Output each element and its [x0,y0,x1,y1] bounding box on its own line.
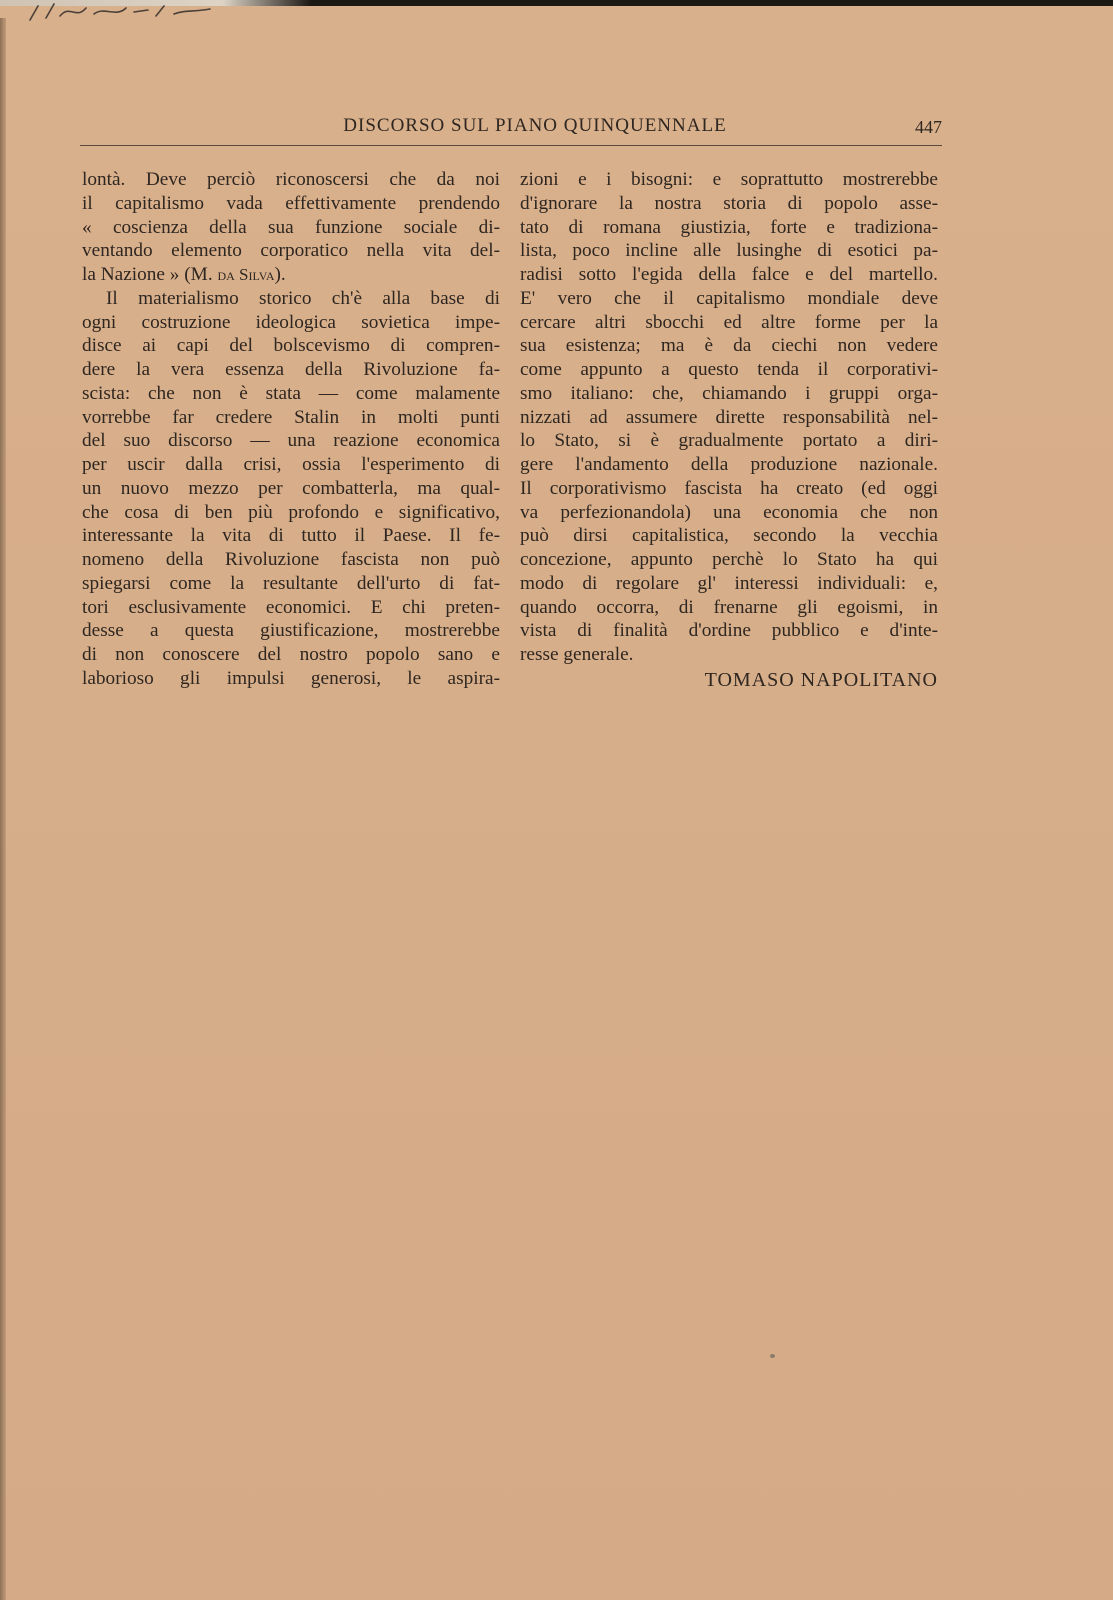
line-text: tato di romana giustizia, forte e tradiziona- [520,216,938,238]
binding-edge [0,18,6,1600]
left-text-line [82,192,500,216]
left-text-line [82,216,500,240]
line-text: d'ignorare la nostra storia di popolo asse- [520,192,938,214]
author-name-smallcaps: da Silva [217,265,275,284]
running-title: DISCORSO SUL PIANO QUINQUENNALE [343,115,727,136]
right-text-line [520,524,938,548]
right-text-line [520,477,938,501]
right-text-line [520,263,938,287]
line-text: spiegarsi come la resultante dell'urto di fat- [82,572,500,594]
left-text-line [82,168,500,192]
line-text: desse a questa giustificazione, mostrerebbe [82,620,500,642]
left-text-column [82,168,500,691]
right-text-line [520,406,938,430]
page-number: 447 [915,117,942,137]
right-text-column [520,168,938,693]
line-text: come appunto a questo tenda il corporativi- [520,359,938,380]
line-text: disce ai capi del bolscevismo di compren- [82,335,500,357]
line-text: ogni costruzione ideologica sovietica impe- [82,311,500,333]
line-text: scista: che non è stata — come malamente [82,382,500,404]
line-text: sua esistenza; ma è da ciechi non vedere [520,335,938,357]
right-text-line [520,619,938,643]
left-text-line [82,596,500,620]
line-text: « coscienza della sua funzione sociale di- [82,216,500,238]
right-text-line [520,596,938,620]
line-text: nizzati ad assumere dirette responsabilità nel- [520,406,938,428]
left-text-line [82,311,500,335]
right-text-line [520,572,938,596]
right-text-line [520,453,938,477]
line-text: il capitalismo vada effettivamente prendendo [82,192,500,214]
right-text-line [520,429,938,453]
line-text: modo di regolare gl' interessi individuali: e, [520,572,938,594]
right-text-line [520,192,938,216]
line-text: dere la vera essenza della Rivoluzione fa- [82,359,500,380]
line-text: zioni e i bisogni: e soprattutto mostrerebbe [520,169,938,190]
right-text-line [520,548,938,572]
pencil-scribble [24,0,214,22]
left-text-line [82,501,500,525]
left-text-line [82,358,500,382]
line-text: smo italiano: che, chiamando i gruppi orga- [520,382,938,404]
line-text: che cosa di ben più profondo e significativo, [82,501,500,523]
line-text: Il materialismo storico ch'è alla base di [106,287,500,309]
right-text-line [520,501,938,525]
left-text-line [82,548,500,572]
left-text-line [82,429,500,453]
right-text-line [520,334,938,358]
left-text-line [82,619,500,643]
paper-speck [770,1354,775,1358]
line-text: un nuovo mezzo per combatterla, ma qual- [82,477,500,499]
left-text-line [82,406,500,430]
line-text: E' vero che il capitalismo mondiale deve [520,287,938,309]
left-text-line [82,643,500,667]
line-text: lista, poco incline alle lusinghe di esotici pa- [520,240,938,262]
line-text: resse generale. [520,644,634,665]
line-text: concezione, appunto perchè lo Stato ha qui [520,549,938,570]
right-text-line [520,239,938,263]
line-text: va perfezionandola) una economia che non [520,501,938,523]
line-text: laborioso gli impulsi generosi, le aspira- [82,667,500,689]
left-text-line [82,667,500,691]
right-text-line [520,382,938,406]
left-text-line [82,263,500,287]
line-text: tori esclusivamente economici. E chi preten- [82,596,500,618]
left-text-line [82,287,500,311]
line-text: ventando elemento corporatico nella vita del- [82,240,500,262]
line-text: gere l'andamento della produzione nazionale. [520,454,938,475]
line-text-tail: ). [274,264,286,285]
line-text: cercare altri sbocchi ed altre forme per la [520,311,938,333]
left-text-line [82,239,500,263]
left-text-line [82,477,500,501]
line-text: nomeno della Rivoluzione fascista non può [82,549,500,570]
line-text: per uscir dalla crisi, ossia l'esperimento di [82,454,500,475]
author-signature: TOMASO NAPOLITANO [704,668,938,691]
line-text: interessante la vita di tutto il Paese. Il fe- [82,525,500,547]
line-text: può dirsi capitalistica, secondo la vecchia [520,525,938,547]
right-text-line [520,287,938,311]
right-text-line [520,216,938,240]
line-text: vorrebbe far credere Stalin in molti punti [82,406,500,428]
line-text: lo Stato, si è gradualmente portato a diri- [520,430,938,452]
right-text-line [520,358,938,382]
line-text: lontà. Deve perciò riconoscersi che da noi [82,169,500,190]
line-text: di non conoscere del nostro popolo sano e [82,644,500,665]
line-text: radisi sotto l'egida della falce e del martello. [520,264,938,285]
left-text-line [82,382,500,406]
right-text-line [520,168,938,192]
line-text: vista di finalità d'ordine pubblico e d'inte- [520,620,938,642]
line-text: quando occorra, di frenarne gli egoismi, in [520,596,938,618]
left-text-line [82,334,500,358]
right-text-line [520,311,938,335]
left-text-line [82,453,500,477]
left-text-line [82,572,500,596]
left-text-line [82,524,500,548]
line-text: Il corporativismo fascista ha creato (ed oggi [520,477,938,499]
line-text: del suo discorso — una reazione economica [82,430,500,452]
right-text-line [520,643,938,667]
running-header [80,111,942,146]
line-text: la Nazione » (M. [82,264,218,285]
